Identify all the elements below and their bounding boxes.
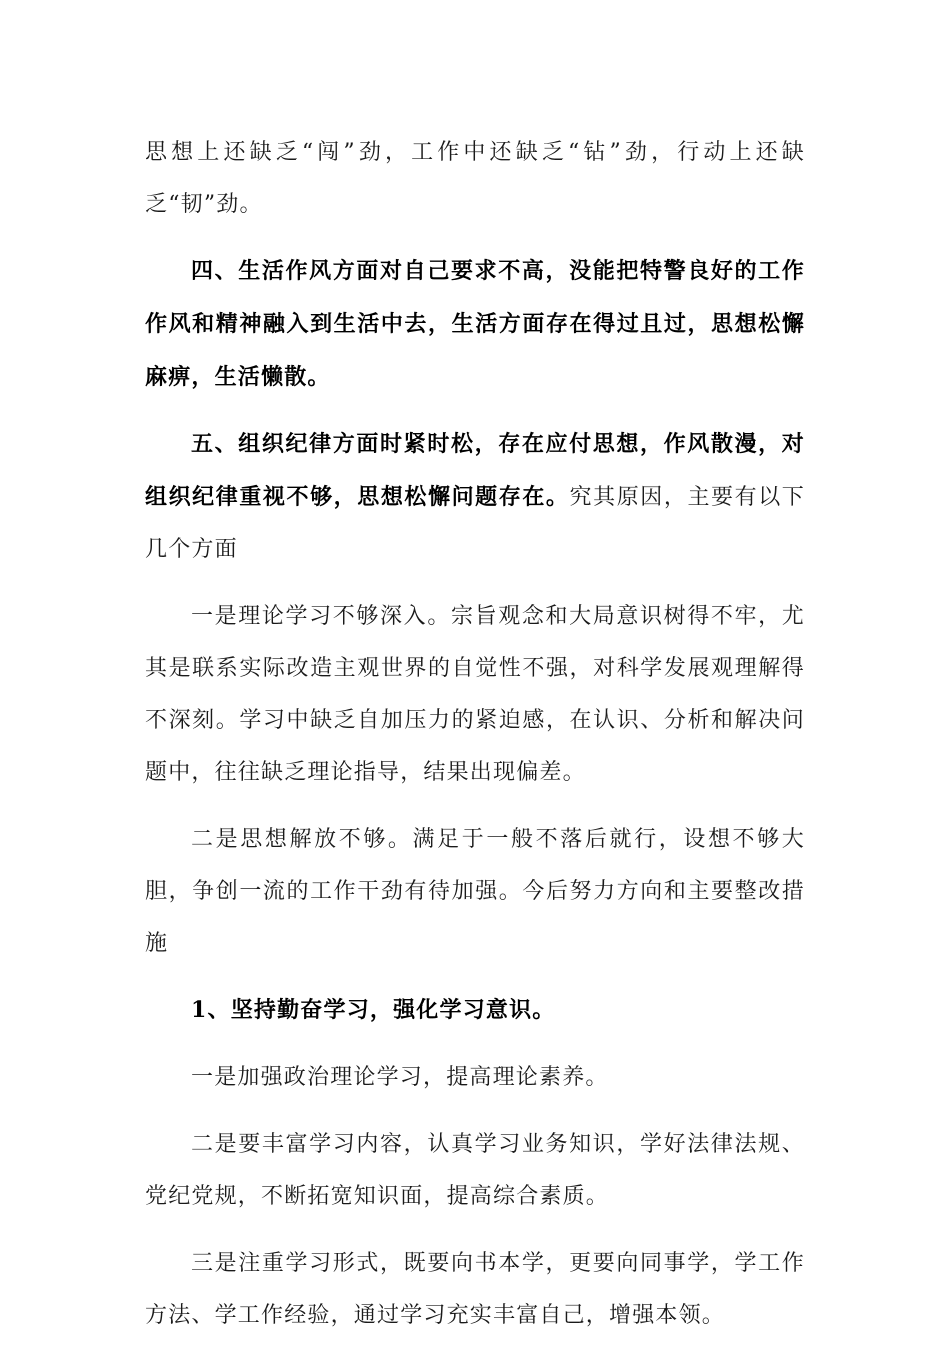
paragraph-7: [145, 1051, 805, 1104]
paragraph-2-bold: 四、生活作风方面对自己要求不高，没能把特警良好的工作作风和精神融入到生活中去，生活方面存在得过且过，思想松懈麻痹，生活懒散。: [145, 258, 805, 390]
paragraph-7-text: 一是加强政治理论学习，提高理论素养。: [191, 1065, 609, 1090]
paragraph-1: [145, 126, 805, 231]
paragraph-8: [145, 1118, 805, 1223]
paragraph-3: [145, 418, 805, 576]
paragraph-2: [145, 245, 805, 404]
paragraph-4: [145, 590, 805, 799]
paragraph-3-bold: 五、组织纪律方面时紧时松，存在应付思想，作风散漫，对组织纪律重视不够，思想松懈问题存在。: [145, 431, 805, 510]
paragraph-5-text: 二是思想解放不够。满足于一般不落后就行，设想不够大胆，争创一流的工作干劲有待加强。今后努力方向和主要整改措施: [145, 827, 805, 956]
paragraph-9-text: 三是注重学习形式，既要向书本学，更要向同事学，学工作方法、学工作经验，通过学习充实丰富自己，增强本领。: [145, 1251, 805, 1328]
paragraph-3-text: 究其原因，主要有以下几个方面: [145, 485, 805, 562]
paragraph-4-text: 一是理论学习不够深入。宗旨观念和大局意识树得不牢，尤其是联系实际改造主观世界的自觉性不强，对科学发展观理解得不深刻。学习中缺乏自加压力的紧迫感，在认识、分析和解决问题中，往往缺乏理论指导，结果出现偏差。: [145, 604, 805, 785]
paragraph-8-text: 二是要丰富学习内容，认真学习业务知识，学好法律法规、党纪党规，不断拓宽知识面，提高综合素质。: [145, 1132, 805, 1209]
paragraph-1-text: 思想上还缺乏“闯”劲，工作中还缺乏“钻”劲，行动上还缺乏“韧”劲。: [145, 140, 805, 217]
paragraph-5: [145, 813, 805, 970]
paragraph-9: [145, 1237, 805, 1342]
paragraph-6-bold: 1、坚持勤奋学习，强化学习意识。: [191, 997, 556, 1023]
document-body: [145, 126, 805, 1356]
paragraph-6: [145, 984, 805, 1037]
